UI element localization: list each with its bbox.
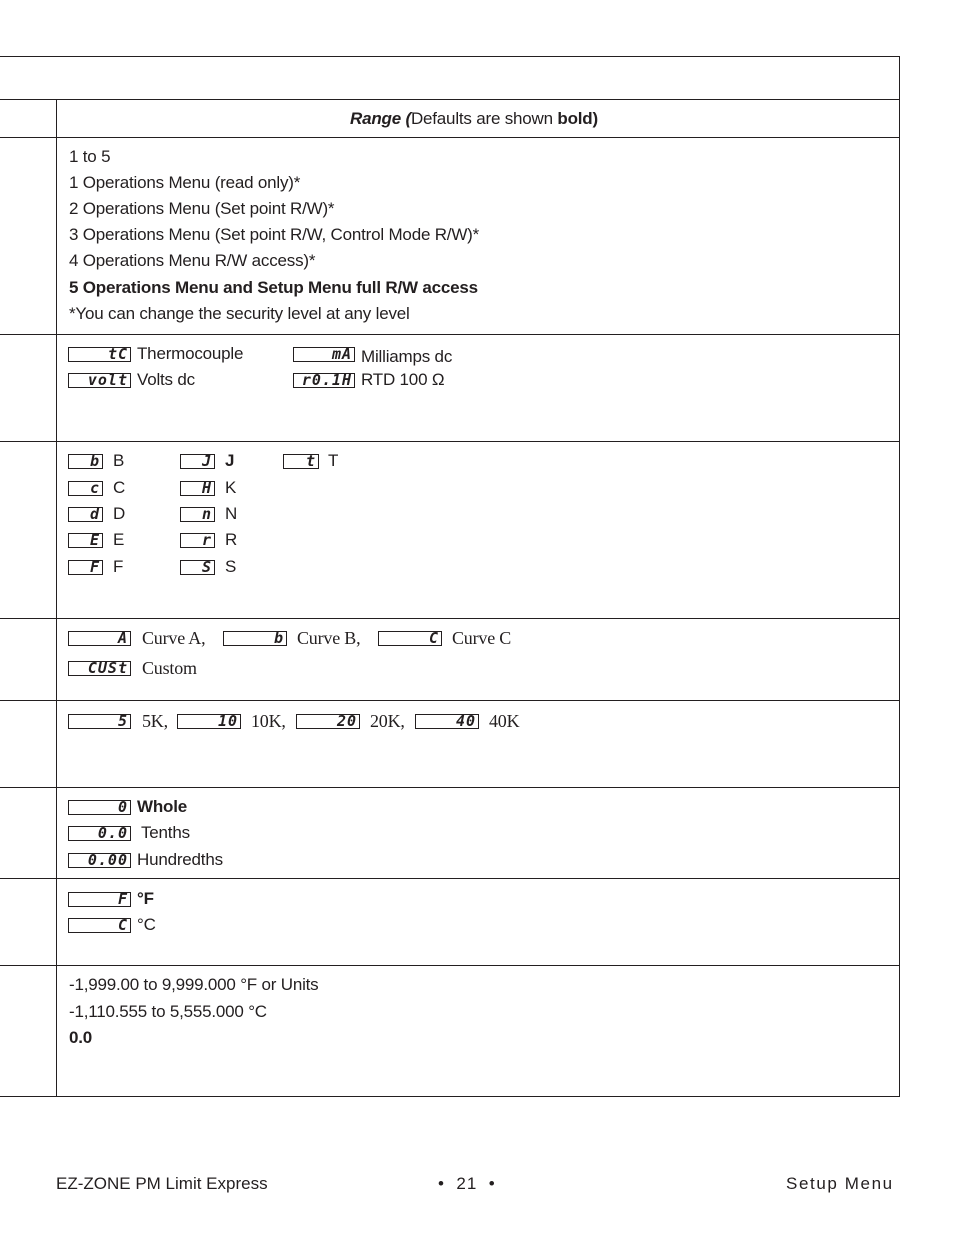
lcd-code: H (180, 481, 215, 496)
option-label: C (113, 478, 126, 497)
option-label: E (113, 530, 125, 549)
option-label: RTD 100 Ω (361, 370, 445, 389)
table-right-border (899, 56, 900, 1097)
lcd-code: 20 (296, 714, 360, 729)
security-line: 3 Operations Menu (Set point R/W, Control Mode R/W)* (69, 225, 480, 244)
security-line: 2 Operations Menu (Set point R/W)* (69, 199, 335, 218)
option-label-default: °F (137, 889, 154, 908)
footer-section-name: Setup Menu (786, 1174, 894, 1193)
option-label: B (113, 451, 125, 470)
table-rule (0, 334, 900, 335)
lcd-code: 0.0 (68, 826, 131, 841)
lcd-code: b (223, 631, 287, 646)
security-line: 1 Operations Menu (read only)* (69, 173, 301, 192)
lcd-code: mA (293, 347, 355, 362)
lcd-code: C (68, 918, 131, 933)
lcd-code: d (68, 507, 103, 522)
option-label: S (225, 557, 237, 576)
lcd-code: n (180, 507, 215, 522)
option-label: Curve C (452, 628, 512, 648)
table-bottom-rule (0, 1096, 900, 1097)
lcd-code: c (68, 481, 103, 496)
table-rule (0, 878, 900, 879)
option-label: Curve A, (142, 628, 206, 648)
security-line: 4 Operations Menu R/W access)* (69, 251, 316, 270)
option-label: 40K (489, 711, 520, 731)
table-rule (0, 137, 900, 138)
footer-product-name: EZ-ZONE PM Limit Express (56, 1174, 268, 1193)
table-rule (0, 965, 900, 966)
lcd-code: J (180, 454, 215, 469)
lcd-code: F (68, 560, 103, 575)
offset-range-line: -1,999.00 to 9,999.000 °F or Units (69, 975, 319, 994)
option-label: T (328, 451, 339, 470)
range-header-italic: Range ( (350, 109, 411, 128)
option-label: °C (137, 915, 156, 934)
option-label: 5K, (142, 711, 168, 731)
table-rule (0, 441, 900, 442)
lcd-code: 0 (68, 800, 131, 815)
lcd-code: E (68, 533, 103, 548)
option-label: R (225, 530, 238, 549)
lcd-code: S (180, 560, 215, 575)
range-header-bold: bold) (557, 109, 598, 128)
lcd-code: CUSt (68, 661, 131, 676)
option-label: Volts dc (137, 370, 195, 389)
option-label: Milliamps dc (361, 347, 453, 366)
lcd-code: b (68, 454, 103, 469)
lcd-code: 10 (177, 714, 241, 729)
option-label: F (113, 557, 124, 576)
table-rule (0, 99, 900, 100)
range-header-text: Defaults are shown (410, 109, 558, 128)
range-column-header (350, 109, 598, 129)
option-label: Thermocouple (137, 344, 244, 363)
option-label: 10K, (251, 711, 286, 731)
option-label: 20K, (370, 711, 405, 731)
option-label-default: Whole (137, 797, 187, 816)
footer-page-number: • 21 • (438, 1174, 496, 1193)
option-label: K (225, 478, 237, 497)
lcd-code: A (68, 631, 131, 646)
offset-default: 0.0 (69, 1028, 93, 1047)
table-rule (0, 787, 900, 788)
option-label: D (113, 504, 126, 523)
option-label: Tenths (141, 823, 190, 842)
lcd-code: 0.00 (68, 853, 131, 868)
option-label: N (225, 504, 238, 523)
lcd-code: 5 (68, 714, 131, 729)
lcd-code: tC (68, 347, 131, 362)
option-label: Custom (142, 658, 197, 678)
lcd-code: F (68, 892, 131, 907)
security-line-default: 5 Operations Menu and Setup Menu full R/W access (69, 278, 478, 297)
lcd-code: volt (68, 373, 131, 388)
table-column-divider (56, 99, 57, 1097)
lcd-code: t (283, 454, 319, 469)
lcd-code: r0.1H (293, 373, 355, 388)
table-rule (0, 700, 900, 701)
table-top-rule (0, 56, 900, 57)
lcd-code: 40 (415, 714, 479, 729)
security-line: 1 to 5 (69, 147, 111, 166)
lcd-code: C (378, 631, 442, 646)
lcd-code: r (180, 533, 215, 548)
option-label: Curve B, (297, 628, 361, 648)
option-label: Hundredths (137, 850, 223, 869)
table-rule (0, 618, 900, 619)
option-label-default: J (225, 451, 235, 470)
security-note: *You can change the security level at any level (69, 304, 410, 323)
offset-range-line: -1,110.555 to 5,555.000 °C (69, 1002, 267, 1021)
